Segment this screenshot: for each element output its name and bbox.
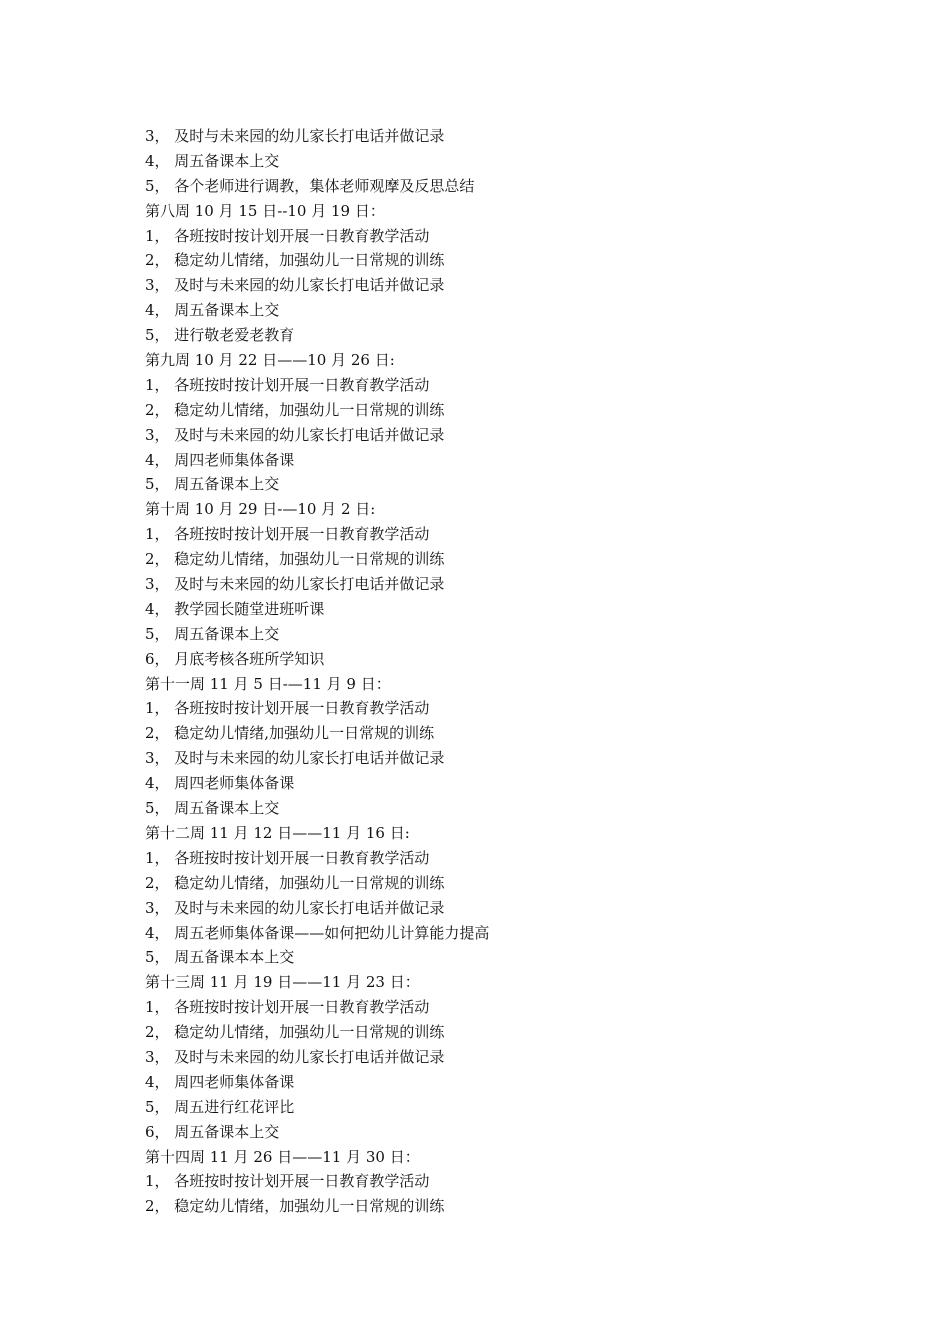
list-item: 1， 各班按时按计划开展一日教育教学活动 xyxy=(145,998,430,1017)
list-item: 2， 稳定幼儿情绪，加强幼儿一日常规的训练 xyxy=(145,873,445,892)
list-item: 2， 稳定幼儿情绪，加强幼儿一日常规的训练 xyxy=(145,1197,445,1216)
document-body xyxy=(145,124,865,1219)
week-heading: 第十四周 11 月 26 日——11 月 30 日： xyxy=(145,1147,420,1166)
list-item: 6， 周五备课本上交 xyxy=(145,1122,280,1141)
list-item: 5， 周五备课本上交 xyxy=(145,624,280,643)
list-item: 1， 各班按时按计划开展一日教育教学活动 xyxy=(145,375,430,394)
list-item: 4， 周五备课本上交 xyxy=(145,301,280,320)
week-heading: 第十一周 11 月 5 日-—11 月 9 日： xyxy=(145,674,391,693)
week-heading: 第九周 10 月 22 日——10 月 26 日: xyxy=(145,351,395,370)
list-item: 2， 稳定幼儿情绪，加强幼儿一日常规的训练 xyxy=(145,251,445,270)
list-item: 4， 周五备课本上交 xyxy=(145,151,280,170)
list-item: 5， 周五进行红花评比 xyxy=(145,1097,295,1116)
list-item: 5， 各个老师进行调教，集体老师观摩及反思总结 xyxy=(145,176,475,195)
list-item: 4， 周四老师集体备课 xyxy=(145,450,295,469)
list-item: 3， 及时与未来园的幼儿家长打电话并做记录 xyxy=(145,276,445,295)
list-item: 4， 教学园长随堂进班听课 xyxy=(145,599,325,618)
list-item: 5， 进行敬老爱老教育 xyxy=(145,326,295,345)
list-item: 2， 稳定幼儿情绪,加强幼儿一日常规的训练 xyxy=(145,724,435,743)
list-item: 3， 及时与未来园的幼儿家长打电话并做记录 xyxy=(145,1047,445,1066)
list-item: 5， 周五备课本本上交 xyxy=(145,948,295,967)
list-item: 1， 各班按时按计划开展一日教育教学活动 xyxy=(145,226,430,245)
list-item: 1， 各班按时按计划开展一日教育教学活动 xyxy=(145,525,430,544)
week-heading: 第八周 10 月 15 日--10 月 19 日： xyxy=(145,201,385,220)
week-heading: 第十二周 11 月 12 日——11 月 16 日: xyxy=(145,823,410,842)
list-item: 6， 月底考核各班所学知识 xyxy=(145,649,325,668)
list-item: 2， 稳定幼儿情绪，加强幼儿一日常规的训练 xyxy=(145,550,445,569)
list-item: 3， 及时与未来园的幼儿家长打电话并做记录 xyxy=(145,127,445,145)
list-item: 4， 周四老师集体备课 xyxy=(145,774,295,793)
week-heading: 第十三周 11 月 19 日——11 月 23 日： xyxy=(145,973,420,992)
list-item: 5， 周五备课本上交 xyxy=(145,475,280,494)
list-item: 3， 及时与未来园的幼儿家长打电话并做记录 xyxy=(145,575,445,594)
list-item: 3， 及时与未来园的幼儿家长打电话并做记录 xyxy=(145,749,445,768)
list-item: 1， 各班按时按计划开展一日教育教学活动 xyxy=(145,848,430,867)
list-item: 2， 稳定幼儿情绪，加强幼儿一日常规的训练 xyxy=(145,400,445,419)
list-item: 4， 周五老师集体备课——如何把幼儿计算能力提高 xyxy=(145,923,490,942)
list-item: 3， 及时与未来园的幼儿家长打电话并做记录 xyxy=(145,898,445,917)
list-item: 5， 周五备课本上交 xyxy=(145,799,280,818)
list-item: 1， 各班按时按计划开展一日教育教学活动 xyxy=(145,699,430,718)
list-item: 2， 稳定幼儿情绪，加强幼儿一日常规的训练 xyxy=(145,1023,445,1042)
list-item: 4， 周四老师集体备课 xyxy=(145,1072,295,1091)
list-item: 1， 各班按时按计划开展一日教育教学活动 xyxy=(145,1172,430,1191)
list-item: 3， 及时与未来园的幼儿家长打电话并做记录 xyxy=(145,425,445,444)
week-heading: 第十周 10 月 29 日-—10 月 2 日: xyxy=(145,500,376,519)
